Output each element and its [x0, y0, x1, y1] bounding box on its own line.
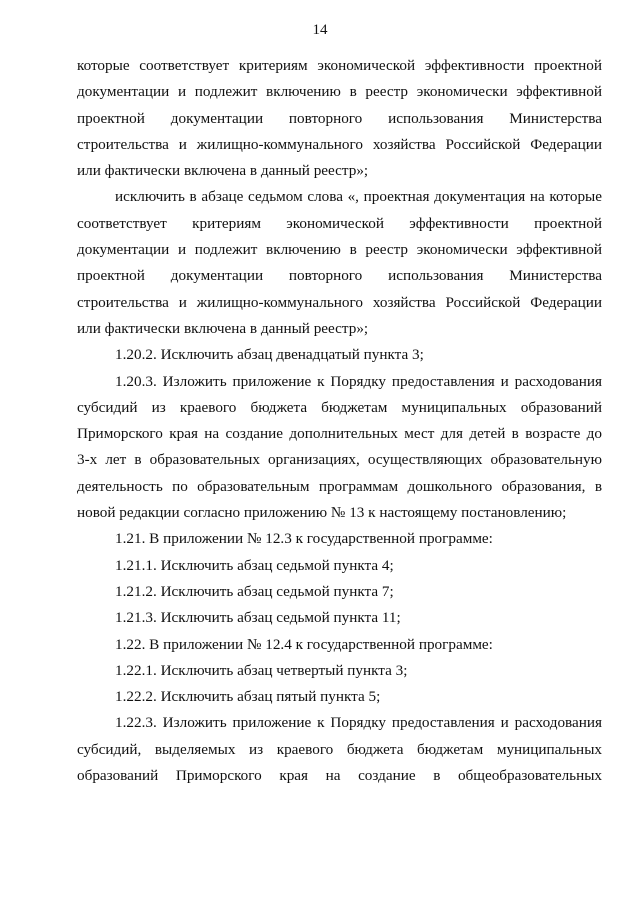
paragraph	[77, 342, 602, 368]
text-line: проектной документации повторного использования Министерства	[77, 109, 602, 127]
text-line: образований Приморского края на создание в общеобразовательных	[77, 767, 602, 785]
paragraph	[77, 605, 602, 631]
text-line: проектной документации повторного использования Министерства	[77, 267, 602, 285]
text-line: субсидий, выделяемых из краевого бюджета бюджетам муниципальных	[77, 740, 602, 758]
text-line: деятельность по образовательным программам дошкольного образования, в	[77, 477, 602, 495]
document-body	[77, 53, 602, 789]
text-line: исключить в абзаце седьмом слова «, проектная документация на которые	[115, 188, 602, 206]
paragraph	[77, 553, 602, 579]
paragraph	[77, 369, 602, 527]
text-line: Приморского края на создание дополнительных мест для детей в возрасте до	[77, 425, 602, 443]
text-line: 1.21.1. Исключить абзац седьмой пункта 4;	[115, 556, 394, 574]
text-line: 1.22.1. Исключить абзац четвертый пункта 3;	[115, 661, 408, 679]
text-line: строительства и жилищно-коммунального хозяйства Российской Федерации	[77, 293, 602, 311]
text-line: которые соответствует критериям экономической эффективности проектной	[77, 57, 602, 74]
paragraph	[77, 579, 602, 605]
paragraph	[77, 710, 602, 789]
text-line: 3-х лет в образовательных организациях, осуществляющих образовательную	[77, 451, 602, 469]
paragraph	[77, 184, 602, 342]
text-line: 1.20.2. Исключить абзац двенадцатый пункта 3;	[115, 346, 424, 364]
paragraph	[77, 658, 602, 684]
text-line: 1.20.3. Изложить приложение к Порядку предоставления и расходования	[115, 372, 602, 390]
text-line: или фактически включена в данный реестр»;	[77, 162, 369, 180]
text-line: субсидий из краевого бюджета бюджетам муниципальных образований	[77, 398, 602, 416]
paragraph	[77, 526, 602, 552]
text-line: документации и подлежит включению в реестр экономически эффективной	[77, 241, 602, 259]
text-line: 1.22. В приложении № 12.4 к государственной программе:	[115, 635, 493, 653]
paragraph	[77, 53, 602, 184]
text-line: 1.21.2. Исключить абзац седьмой пункта 7;	[115, 582, 394, 600]
text-line: 1.22.3. Изложить приложение к Порядку предоставления и расходования	[115, 714, 602, 732]
text-line: 1.21. В приложении № 12.3 к государственной программе:	[115, 530, 493, 548]
paragraph	[77, 684, 602, 710]
text-line: 1.22.2. Исключить абзац пятый пункта 5;	[115, 688, 381, 706]
text-line: или фактически включена в данный реестр»;	[77, 319, 369, 337]
text-line: документации и подлежит включению в реестр экономически эффективной	[77, 83, 602, 101]
paragraph	[77, 632, 602, 658]
text-line: 1.21.3. Исключить абзац седьмой пункта 11;	[115, 609, 401, 627]
text-line: новой редакции согласно приложению № 13 к настоящему постановлению;	[77, 504, 567, 522]
text-line: строительства и жилищно-коммунального хозяйства Российской Федерации	[77, 135, 602, 153]
text-line: соответствует критериям экономической эффективности проектной	[77, 214, 602, 232]
page-number: 14	[312, 22, 328, 38]
